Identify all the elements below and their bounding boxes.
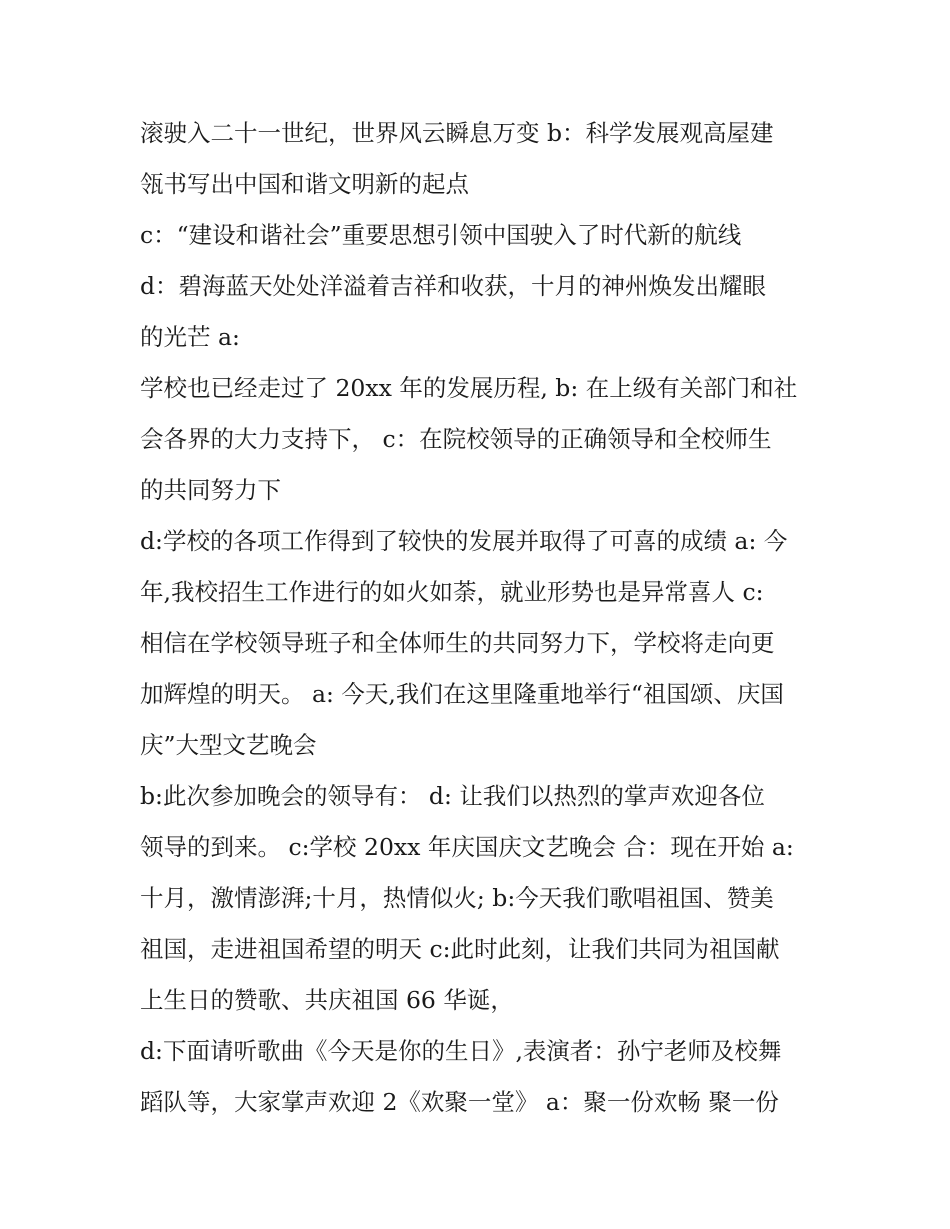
text-line: 十月，激情澎湃;十月，热情似火; b:今天我们歌唱祖国、赞美 (140, 884, 774, 912)
text-line: 蹈队等，大家掌声欢迎 2《欢聚一堂》 a：聚一份欢畅 聚一份 (140, 1088, 779, 1116)
text-line: d:下面请听歌曲《今天是你的生日》,表演者：孙宁老师及校舞 (140, 1037, 782, 1065)
text-line: c：“建设和谐社会”重要思想引领中国驶入了时代新的航线 (140, 221, 742, 249)
text-line: 年,我校招生工作进行的如火如荼，就业形势也是异常喜人 c: (140, 578, 764, 606)
text-line: d：碧海蓝天处处洋溢着吉祥和收获，十月的神州焕发出耀眼 (140, 272, 767, 300)
text-line: 的光芒 a: (140, 323, 240, 351)
text-line: 上生日的赞歌、共庆祖国 66 华诞， (140, 986, 514, 1014)
text-line: 滚驶入二十一世纪，世界风云瞬息万变 b：科学发展观高屋建 (140, 119, 774, 147)
text-line: 瓴书写出中国和谐文明新的起点 (140, 170, 469, 198)
document-body (140, 108, 820, 1128)
text-line: b:此次参加晚会的领导有： d: 让我们以热烈的掌声欢迎各位 (140, 782, 765, 810)
text-line: 相信在学校领导班子和全体师生的共同努力下，学校将走向更 (140, 629, 775, 657)
text-line: 会各界的大力支持下， c：在院校领导的正确领导和全校师生 (140, 425, 772, 453)
text-line: 领导的到来。 c:学校 20xx 年庆国庆文艺晚会 合：现在开始 a: (140, 833, 794, 861)
text-line: 庆”大型文艺晚会 (140, 731, 317, 759)
text-line: 祖国，走进祖国希望的明天 c:此时此刻，让我们共同为祖国献 (140, 935, 780, 963)
text-line: 加辉煌的明天。 a: 今天,我们在这里隆重地举行“祖国颂、庆国 (140, 680, 784, 708)
text-line: 学校也已经走过了 20xx 年的发展历程, b: 在上级有关部门和社 (140, 374, 798, 402)
text-line: d:学校的各项工作得到了较快的发展并取得了可喜的成绩 a: 今 (140, 527, 788, 555)
text-line: 的共同努力下 (140, 476, 281, 504)
